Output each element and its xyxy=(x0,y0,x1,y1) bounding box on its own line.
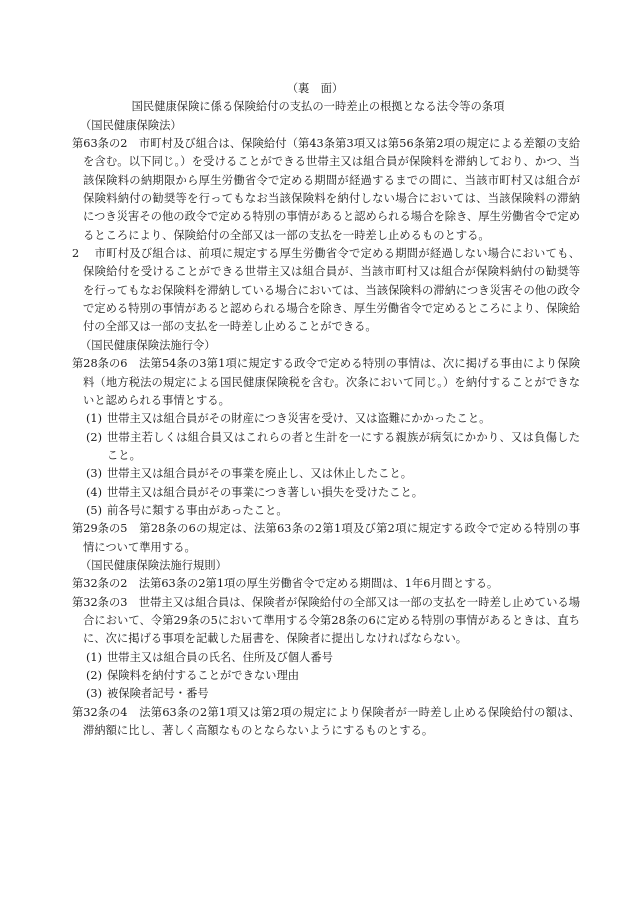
article-28-6 xyxy=(0,355,630,410)
article-63-2-paragraph-2 xyxy=(0,245,630,337)
item-text: 被保険者記号・番号 xyxy=(107,687,209,701)
item-number: (1) xyxy=(86,650,103,664)
article-number: 第32条の3 xyxy=(72,595,128,609)
article-number: 第32条の2 xyxy=(72,577,128,591)
item-text: 世帯主又は組合員がその事業を廃止し、又は休止したこと。 xyxy=(107,467,413,481)
list-item xyxy=(0,429,630,466)
list-item xyxy=(0,667,630,685)
article-text: 法第63条の2第1項又は第2項の規定により保険者が一時差し止める保険給付の額は、滞納額に比し、著しく高額なものとならないようにするものとする。 xyxy=(83,705,580,738)
section-heading-law: （国民健康保険法） xyxy=(80,118,182,132)
list-item xyxy=(0,649,630,667)
section-heading-rules: （国民健康保険法施行規則） xyxy=(80,558,227,572)
list-item xyxy=(0,685,630,703)
article-number: 第28条の6 xyxy=(72,357,128,371)
item-number: (5) xyxy=(86,503,103,517)
article-text: 第28条の6の規定は、法第63条の2第1項及び第2項に規定する政令で定める特別の事情について準用する。 xyxy=(83,522,580,554)
article-number: 第29条の5 xyxy=(72,522,128,536)
article-63-2 xyxy=(0,135,630,245)
article-text: 法第63条の2第1項の厚生労働省令で定める期間は、1年6月間とする。 xyxy=(127,577,499,591)
item-number: (3) xyxy=(86,467,103,481)
page-side-label: （裏 面） xyxy=(286,82,344,95)
article-32-4 xyxy=(0,704,630,741)
article-32-3 xyxy=(0,594,630,649)
list-item xyxy=(0,465,630,483)
item-number: (4) xyxy=(86,485,103,499)
list-item xyxy=(0,410,630,428)
item-text: 世帯主又は組合員の氏名、住所及び個人番号 xyxy=(107,650,333,664)
article-32-2 xyxy=(0,575,630,593)
article-29-5 xyxy=(0,520,630,557)
document-title: 国民健康保険に係る保険給付の支払の一時差止の根拠となる法令等の条項 xyxy=(131,100,505,114)
document-page xyxy=(0,80,630,740)
list-item xyxy=(0,484,630,502)
item-number: (2) xyxy=(86,430,103,444)
article-number: 第63条の2 xyxy=(72,137,128,151)
list-item xyxy=(0,502,630,520)
item-number: (3) xyxy=(86,687,103,701)
item-text: 世帯主又は組合員がその財産につき災害を受け、又は盗難にかかったこと。 xyxy=(107,412,491,426)
paragraph-number: 2 xyxy=(72,247,80,261)
article-text: 法第54条の3第1項に規定する政令で定める特別の事情は、次に掲げる事由により保険料（地方税法の規定による国民健康保険税を含む。次条において同じ。）を納付することができないと認められる事情とする。 xyxy=(83,357,580,407)
article-text: 世帯主又は組合員は、保険者が保険給付の全部又は一部の支払を一時差し止めている場合において、令第29条の5において準用する令第28条の6に定める特別の事情があるときは、直ちに、次に掲げる事項を記載した届書を、保険者に提出しなければならない。 xyxy=(83,595,580,646)
item-text: 保険料を納付することができない理由 xyxy=(107,669,300,682)
paragraph-text: 市町村及び組合は、前項に規定する厚生労働省令で定める期間が経過しない場合においても、保険給付を受けることができる世帯主又は組合員が、当該市町村又は組合が保険料納付の勧奨等を行ってもなお保険料を滞納している場合においては、当該保険料の滞納につき災害その他の政令で定める特別の事情があると認められる場合を除き、厚生労働省令で定めるところにより、保険給付の全部又は一部の支払を一時差し止めることができる。 xyxy=(83,247,580,334)
item-text: 世帯主若しくは組合員又はこれらの者と生計を一にする親族が病気にかかり、又は負傷したこと。 xyxy=(107,430,580,462)
article-text: 市町村及び組合は、保険給付（第43条第3項又は第56条第2項の規定による差額の支給を含む。以下同じ。）を受けることができる世帯主又は組合員が保険料を滞納しており、かつ、当該保険料の納期限から厚生労働省令で定める期間が経過するまでの間に、当該市町村又は組合が保険料納付の勧奨等を行ってもなお当該保険料を納付しない場合においては、当該保険料の滞納につき災害その他の政令で定める特別の事情があると認められる場合を除き、厚生労働省令で定めるところにより、保険給付の全部又は一部の支払を一時差し止めるものとする。 xyxy=(83,137,580,242)
item-number: (2) xyxy=(86,669,103,682)
section-heading-order: （国民健康保険法施行令） xyxy=(80,338,216,352)
item-number: (1) xyxy=(86,412,103,426)
article-number: 第32条の4 xyxy=(72,705,128,719)
item-text: 前各号に類する事由があったこと。 xyxy=(107,503,288,517)
item-text: 世帯主又は組合員がその事業につき著しい損失を受けたこと。 xyxy=(107,485,424,499)
